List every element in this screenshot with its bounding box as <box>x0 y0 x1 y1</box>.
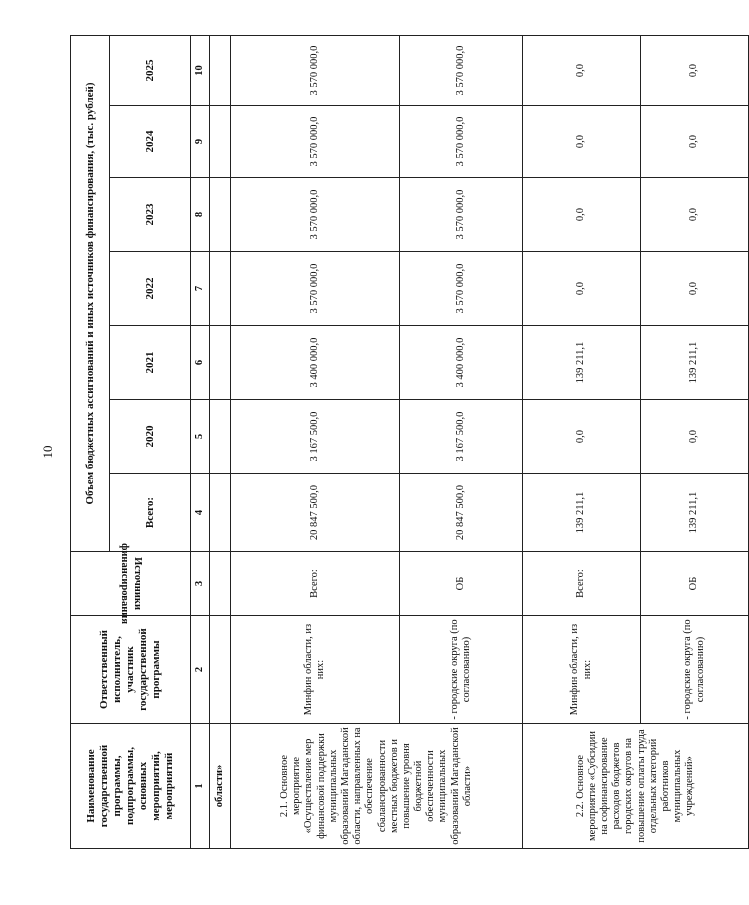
header-year-2022: 2022 <box>110 252 191 326</box>
table-row <box>523 35 641 848</box>
column-index: 9 <box>191 106 210 178</box>
column-index: 10 <box>191 35 210 105</box>
page-number: 10 <box>40 445 55 459</box>
row-value: 3 400 000,0 <box>400 326 523 400</box>
column-index-row <box>191 35 210 848</box>
row-value: 3 167 500,0 <box>231 400 400 474</box>
header-col1: Наименование государственной программы, подпрограммы, основных мероприятий, мероприятий <box>71 724 191 849</box>
funding-table <box>70 35 749 849</box>
row-executor: Минфин области, из них: <box>523 616 641 724</box>
row-value: 0,0 <box>641 35 749 105</box>
row-value: 3 570 000,0 <box>400 178 523 252</box>
header-year-2024: 2024 <box>110 106 191 178</box>
column-index: 3 <box>191 552 210 616</box>
column-index: 7 <box>191 252 210 326</box>
row-value <box>210 178 231 252</box>
row-value <box>210 35 231 105</box>
row-value: 0,0 <box>523 106 641 178</box>
row-name: области» <box>210 724 231 849</box>
row-value <box>210 252 231 326</box>
row-value: 0,0 <box>523 35 641 105</box>
row-source: ОБ <box>400 552 523 616</box>
row-value: 3 570 000,0 <box>231 178 400 252</box>
column-index: 1 <box>191 724 210 849</box>
row-value <box>210 326 231 400</box>
column-index: 4 <box>191 474 210 552</box>
row-value: 20 847 500,0 <box>231 474 400 552</box>
row-value: 3 570 000,0 <box>231 252 400 326</box>
row-value: 3 570 000,0 <box>400 106 523 178</box>
row-value: 3 570 000,0 <box>400 252 523 326</box>
row-name: 2.2. Основное мероприятие «Субсидии на софинансирование расходов бюджетов городских округов на повышение оплаты труда отдельных категорий работников муниципальных учреждений» <box>523 724 749 849</box>
table-row <box>231 35 400 848</box>
row-executor: - городские округа (по согласованию) <box>400 616 523 724</box>
header-row-top <box>71 35 110 848</box>
row-value: 20 847 500,0 <box>400 474 523 552</box>
column-index: 2 <box>191 616 210 724</box>
row-value: 0,0 <box>641 400 749 474</box>
row-value: 0,0 <box>523 400 641 474</box>
header-year-2020: 2020 <box>110 400 191 474</box>
row-value: 139 211,1 <box>641 474 749 552</box>
row-value: 3 570 000,0 <box>231 106 400 178</box>
row-value: 139 211,1 <box>523 474 641 552</box>
header-col3 <box>71 543 191 624</box>
header-year-2021: 2021 <box>110 326 191 400</box>
row-source: ОБ <box>641 552 749 616</box>
header-col2: Ответственный исполнитель, участник государственной программы <box>71 616 191 724</box>
row-value <box>210 474 231 552</box>
header-year-total: Всего: <box>110 474 191 552</box>
row-value: 3 400 000,0 <box>231 326 400 400</box>
row-executor <box>210 616 231 724</box>
row-value: 139 211,1 <box>641 326 749 400</box>
row-value: 3 167 500,0 <box>400 400 523 474</box>
row-value: 3 570 000,0 <box>400 35 523 105</box>
column-index: 8 <box>191 178 210 252</box>
row-source <box>210 552 231 616</box>
row-source: Всего: <box>523 552 641 616</box>
header-year-2023: 2023 <box>110 178 191 252</box>
row-value: 0,0 <box>523 252 641 326</box>
row-value: 0,0 <box>641 106 749 178</box>
row-executor: - городские округа (по согласованию) <box>641 616 749 724</box>
row-value: 139 211,1 <box>523 326 641 400</box>
header-year-2025: 2025 <box>110 35 191 105</box>
column-index: 6 <box>191 326 210 400</box>
header-col3-line1: Источники <box>132 557 144 610</box>
row-source: Всего: <box>231 552 400 616</box>
row-name: 2.1. Основное мероприятие «Осуществление мер финансовой поддержки муниципальных образований Магаданской области, направленных на обеспечение сбалансированности местных бюджетов и повышение уровня бюджетной обеспеченности муниципальных образований Магаданской области» <box>231 724 523 849</box>
header-funding-title: Объем бюджетных ассигнований и иных источников финансирования, (тыс. рублей) <box>71 35 110 551</box>
rotated-landscape-table-container <box>70 36 706 849</box>
row-executor: Минфин области, из них: <box>231 616 400 724</box>
row-value: 0,0 <box>641 178 749 252</box>
column-index: 5 <box>191 400 210 474</box>
row-value <box>210 400 231 474</box>
table-row <box>210 35 231 848</box>
row-value <box>210 106 231 178</box>
header-col3-line2: финансирования <box>119 543 131 624</box>
row-value: 0,0 <box>641 252 749 326</box>
row-value: 3 570 000,0 <box>231 35 400 105</box>
row-value: 0,0 <box>523 178 641 252</box>
